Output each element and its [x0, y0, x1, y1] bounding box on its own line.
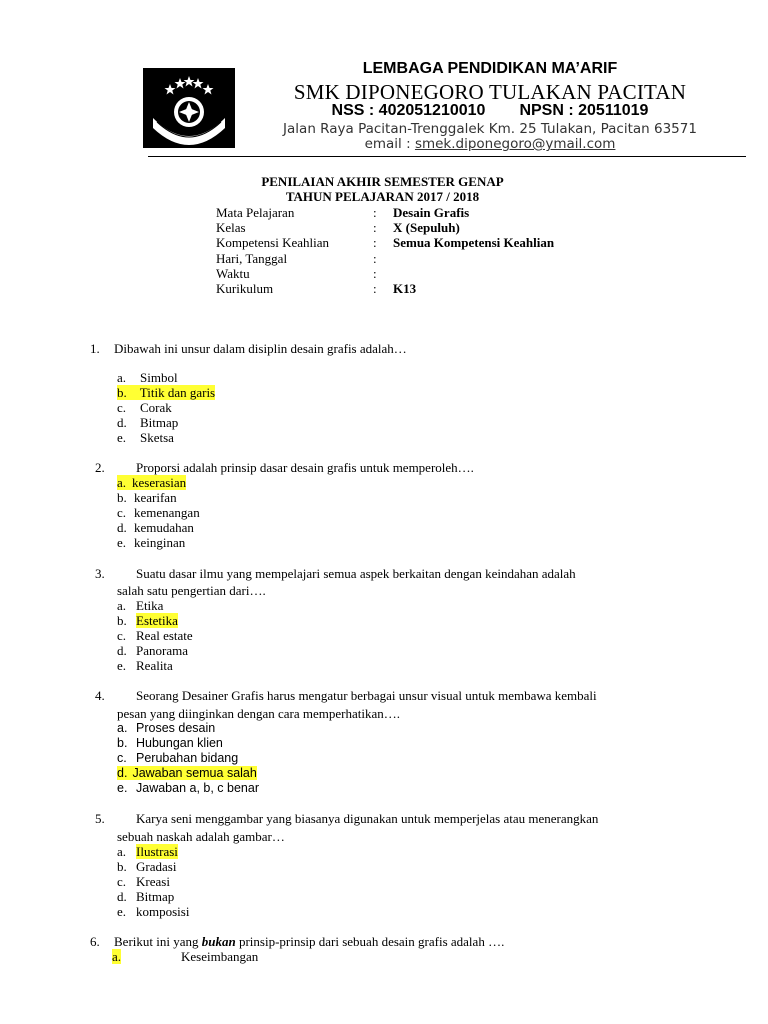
- email-link[interactable]: smek.diponegoro@ymail.com: [414, 136, 616, 152]
- npsn-number: NPSN : 20511019: [519, 102, 649, 119]
- question-text: Seorang Desainer Grafis harus mengatur berbagai unsur visual untuk membawa kembali: [136, 688, 597, 703]
- school-logo: [143, 68, 235, 148]
- school-email-line: [240, 136, 740, 152]
- question-text: Dibawah ini unsur dalam disiplin desain grafis adalah…: [114, 341, 407, 356]
- question-number: 4.: [95, 688, 105, 703]
- question-text-continued: pesan yang diinginkan dengan cara memperhatikan….: [117, 706, 401, 721]
- question-text: Suatu dasar ilmu yang mempelajari semua aspek berkaitan dengan keindahan adalah: [136, 566, 576, 581]
- question-number: 1.: [90, 341, 100, 356]
- exam-info-table: [216, 205, 636, 296]
- question-number: 5.: [95, 811, 105, 826]
- institution-name: LEMBAGA PENDIDIKAN MA’ARIF: [362, 60, 618, 77]
- nss-number: NSS : 402051210010: [331, 102, 486, 119]
- school-name: SMK DIPONEGORO TULAKAN PACITAN: [293, 80, 687, 104]
- question-3: [95, 566, 695, 598]
- exam-title: PENILAIAN AKHIR SEMESTER GENAP: [261, 174, 504, 189]
- question-2: [95, 460, 695, 476]
- email-label: email :: [364, 136, 415, 152]
- question-text-continued: sebuah naskah adalah gambar…: [117, 829, 285, 844]
- info-row-subject: Mata Pelajaran : Desain Grafis: [216, 205, 470, 220]
- info-row-competency: Kompetensi Keahlian : Semua Kompetensi Keahlian: [216, 235, 555, 251]
- question-text: Berikut ini yang bukan prinsip-prinsip dari sebuah desain grafis adalah ….: [114, 934, 505, 949]
- school-emblem-icon: [143, 68, 235, 148]
- question-text: Karya seni menggambar yang biasanya digunakan untuk memperjelas atau menerangkan: [136, 811, 599, 826]
- question-4: [95, 688, 695, 720]
- question-1: [90, 341, 690, 357]
- option-2a[interactable]: a. keserasian: [117, 475, 187, 490]
- school-ids: [240, 102, 740, 120]
- emphasis-word: bukan: [201, 934, 236, 949]
- question-text: Proporsi adalah prinsip dasar desain grafis untuk memperoleh….: [136, 460, 474, 475]
- school-address: Jalan Raya Pacitan-Trenggalek Km. 25 Tulakan, Pacitan 63571: [283, 121, 697, 137]
- question-number: 2.: [95, 460, 105, 475]
- question-text-continued: salah satu pengertian dari….: [117, 583, 266, 598]
- info-row-date: Hari, Tanggal :: [216, 250, 377, 266]
- option-4d[interactable]: d. Jawaban semua salah: [117, 766, 257, 780]
- letterhead-divider: [148, 156, 746, 157]
- question-number: 3.: [95, 566, 105, 581]
- question-number: 6.: [90, 934, 100, 949]
- option-1b[interactable]: b. Titik dan garis: [117, 385, 216, 400]
- question-5: [95, 811, 695, 843]
- info-row-curriculum: Kurikulum : K13: [216, 280, 417, 296]
- question-6: [90, 934, 710, 950]
- info-row-class: Kelas : X (Sepuluh): [216, 220, 460, 236]
- exam-year: TAHUN PELAJARAN 2017 / 2018: [285, 189, 480, 204]
- info-row-time: Waktu :: [216, 265, 377, 281]
